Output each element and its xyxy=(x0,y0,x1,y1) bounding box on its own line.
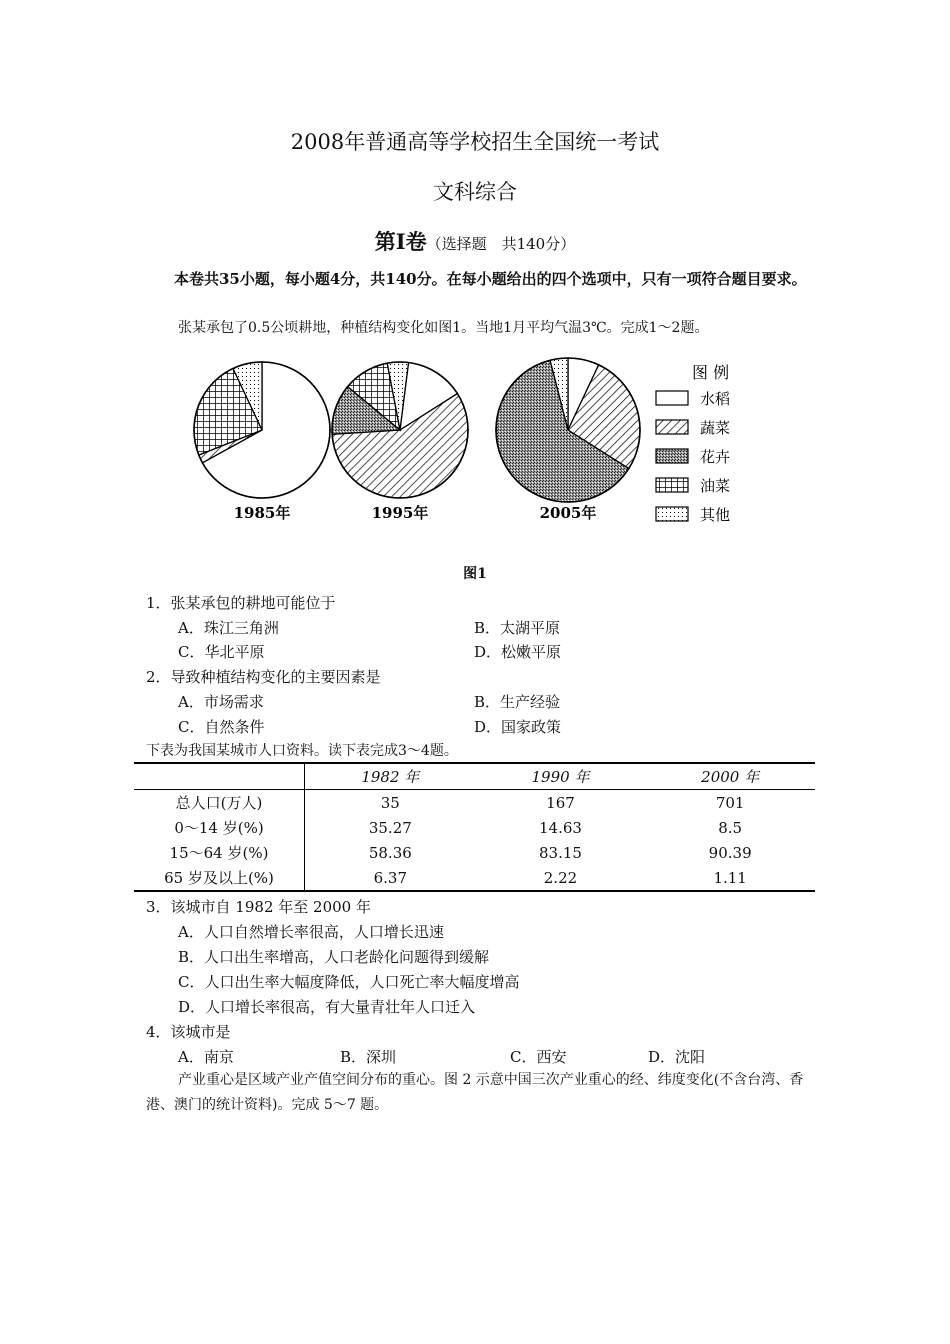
table-header-cell: 2000 年 xyxy=(701,768,760,786)
legend-swatch-水稻 xyxy=(656,391,688,405)
question-4-option-b[interactable]: B．深圳 xyxy=(340,1048,397,1066)
question-3-stem: 3．该城市自 1982 年至 2000 年 xyxy=(146,898,371,916)
table-cell: 14.63 xyxy=(539,818,582,837)
table-row-label: 0～14 岁(%) xyxy=(134,815,305,840)
part-heading xyxy=(0,226,950,256)
question-2-option-c[interactable]: C．自然条件 xyxy=(178,718,265,736)
table-row-label: 15～64 岁(%) xyxy=(134,840,305,865)
question-3-option-b[interactable]: B．人口出生率增高，人口老龄化问题得到缓解 xyxy=(178,948,490,966)
legend-label: 花卉 xyxy=(700,448,731,466)
legend-swatch-油菜 xyxy=(656,478,688,492)
legend-swatch-其他 xyxy=(656,507,688,521)
question-2-option-a[interactable]: A．市场需求 xyxy=(178,693,264,711)
question-1-option-d[interactable]: D．松嫩平原 xyxy=(474,643,562,661)
pie-year-label: 2005年 xyxy=(539,504,597,522)
question-1-option-b[interactable]: B．太湖平原 xyxy=(474,619,561,637)
part-note: （选择题 共140分） xyxy=(426,235,576,253)
question-4-option-c[interactable]: C．西安 xyxy=(510,1048,567,1066)
question-1-option-a[interactable]: A．珠江三角洲 xyxy=(178,619,279,637)
legend-label: 其他 xyxy=(700,506,731,524)
pie-year-label: 1995年 xyxy=(371,504,429,522)
part-main-label: 第Ⅰ卷 xyxy=(374,229,427,254)
question-3-option-a[interactable]: A．人口自然增长率很高，人口增长迅速 xyxy=(178,923,444,941)
instructions: 本卷共35小题，每小题4分，共140分。在每小题给出的四个选项中，只有一项符合题目要求。 xyxy=(174,270,807,288)
table-header-cell xyxy=(134,763,305,790)
legend-label: 水稻 xyxy=(700,390,731,408)
question-4-option-a[interactable]: A．南京 xyxy=(178,1048,234,1066)
table-cell: 8.5 xyxy=(718,818,743,837)
table-cell: 35.27 xyxy=(368,818,412,837)
question-4-option-d[interactable]: D．沈阳 xyxy=(648,1048,706,1066)
legend-label: 油菜 xyxy=(700,477,731,495)
legend-label: 蔬菜 xyxy=(700,419,731,437)
table-row xyxy=(134,815,815,840)
population-table xyxy=(134,762,815,892)
figure-1-pie-charts xyxy=(185,355,775,535)
table-cell: 167 xyxy=(546,793,575,812)
question-2-stem: 2．导致种植结构变化的主要因素是 xyxy=(146,668,381,686)
table-header-row xyxy=(134,763,815,790)
exam-subtitle: 文科综合 xyxy=(433,180,517,204)
table-cell: 35 xyxy=(380,793,400,812)
legend-title: 图 例 xyxy=(692,363,730,382)
table-row-label: 65 岁及以上(%) xyxy=(134,865,305,891)
legend-swatch-蔬菜 xyxy=(656,420,688,434)
pie-1985年 xyxy=(194,362,330,522)
table-cell: 701 xyxy=(715,793,745,812)
table-row xyxy=(134,840,815,865)
question-1-stem: 1．张某承包的耕地可能位于 xyxy=(146,594,336,612)
pie-1995年 xyxy=(332,362,468,522)
legend-swatch-花卉 xyxy=(656,449,688,463)
table-cell: 90.39 xyxy=(708,843,752,862)
table-row xyxy=(134,790,815,816)
question-2-option-b[interactable]: B．生产经验 xyxy=(474,693,561,711)
table-header-cell: 1982 年 xyxy=(361,768,420,786)
table-cell: 83.15 xyxy=(539,843,582,862)
question-1-option-c[interactable]: C．华北平原 xyxy=(178,643,265,661)
table-header-cell: 1990 年 xyxy=(531,768,590,786)
question-3-option-c[interactable]: C．人口出生率大幅度降低，人口死亡率大幅度增高 xyxy=(178,973,520,991)
table-cell: 2.22 xyxy=(543,868,578,887)
pie-2005年 xyxy=(496,358,640,522)
intro-questions-5-7: 产业重心是区域产业产值空间分布的重心。图 2 示意中国三次产业重心的经、纬度变化(不含台湾、香港、澳门的统计资料)。完成 5～7 题。 xyxy=(146,1072,804,1113)
table-cell: 6.37 xyxy=(373,868,408,887)
pie-year-label: 1985年 xyxy=(233,504,291,522)
intro-questions-3-4: 下表为我国某城市人口资料。读下表完成3～4题。 xyxy=(146,743,458,759)
question-2-option-d[interactable]: D．国家政策 xyxy=(474,718,562,736)
table-row-label: 总人口(万人) xyxy=(134,790,305,816)
table-row xyxy=(134,865,815,891)
table-cell: 58.36 xyxy=(368,843,412,862)
table-cell: 1.11 xyxy=(713,868,747,887)
exam-title: 2008年普通高等学校招生全国统一考试 xyxy=(290,130,660,154)
intro-questions-1-2: 张某承包了0.5公顷耕地，种植结构变化如图1。当地1月平均气温3℃。完成1～2题。 xyxy=(178,320,709,336)
figure-1-caption: 图1 xyxy=(463,566,487,582)
question-3-option-d[interactable]: D．人口增长率很高，有大量青壮年人口迁入 xyxy=(178,998,476,1016)
question-4-stem: 4．该城市是 xyxy=(146,1023,231,1041)
